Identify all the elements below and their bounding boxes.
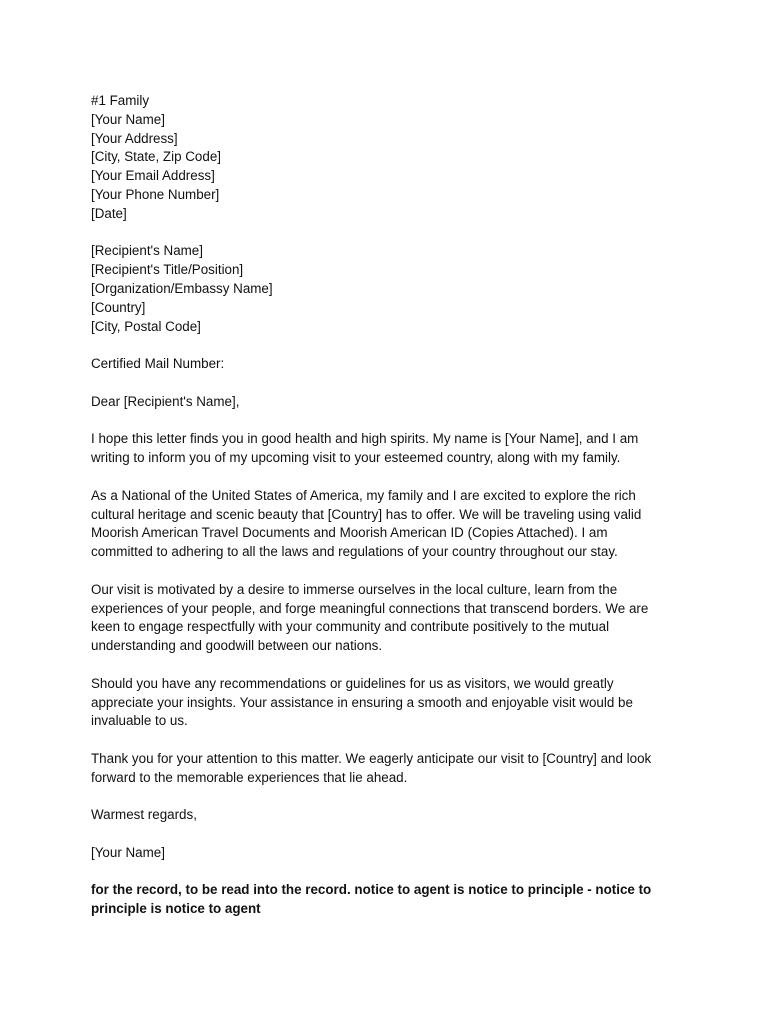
spacer (91, 825, 681, 844)
salutation: Dear [Recipient's Name], (91, 393, 240, 409)
certified-mail-number: Certified Mail Number: (91, 356, 225, 372)
spacer (91, 224, 681, 243)
spacer (91, 787, 681, 806)
sender-block (91, 92, 681, 224)
sender-line: #1 Family (91, 93, 150, 108)
paragraph-line: Our visit is motivated by a desire to immerse ourselves in the local culture, learn from the (91, 581, 618, 597)
paragraph-line: Moorish American Travel Documents and Moorish American ID (Copies Attached). I am (91, 525, 608, 541)
body-paragraph-4 (91, 675, 681, 731)
spacer (91, 336, 681, 355)
spacer (91, 374, 681, 393)
body-paragraph-1 (91, 430, 681, 468)
paragraph-line: cultural heritage and scenic beauty that [Country] has to offer. We will be traveling using valid (91, 506, 642, 522)
sender-line: [Your Name] (91, 111, 165, 127)
paragraph-line: understanding and goodwill between our nations. (91, 638, 383, 654)
notice-line: for the record, to be read into the record. notice to agent is notice to principle - notice to (91, 882, 652, 898)
paragraph-line: I hope this letter finds you in good health and high spirits. My name is [Your Name], and I am (91, 431, 639, 447)
sender-line: [Date] (91, 205, 127, 221)
paragraph-line: appreciate your insights. Your assistance in ensuring a smooth and enjoyable visit would be (91, 694, 633, 710)
paragraph-line: experiences of your people, and forge meaningful connections that transcend borders. We are (91, 600, 649, 616)
paragraph-line: committed to adhering to all the laws and regulations of your country throughout our stay. (91, 544, 618, 560)
signature: [Your Name] (91, 844, 165, 860)
letter-page (91, 92, 681, 919)
record-notice (91, 881, 681, 919)
paragraph-line: Should you have any recommendations or guidelines for us as visitors, we would greatly (91, 675, 614, 691)
recipient-block (91, 242, 681, 336)
recipient-line: [Recipient's Title/Position] (91, 262, 244, 278)
spacer (91, 656, 681, 675)
paragraph-line: keen to engage respectfully with your community and contribute positively to the mutual (91, 619, 610, 635)
recipient-line: [Country] (91, 299, 146, 315)
paragraph-line: invaluable to us. (91, 713, 188, 729)
sender-line: [Your Address] (91, 130, 178, 146)
spacer (91, 731, 681, 750)
spacer (91, 412, 681, 431)
sender-line: [Your Phone Number] (91, 186, 220, 202)
paragraph-line: As a National of the United States of America, my family and I are excited to explore the rich (91, 487, 636, 503)
spacer (91, 863, 681, 882)
paragraph-line: Thank you for your attention to this matter. We eagerly anticipate our visit to [Country] and look (91, 750, 652, 766)
recipient-line: [Recipient's Name] (91, 243, 203, 259)
notice-line: principle is notice to agent (91, 901, 261, 917)
sender-line: [Your Email Address] (91, 168, 215, 184)
recipient-line: [City, Postal Code] (91, 318, 201, 334)
spacer (91, 562, 681, 581)
closing: Warmest regards, (91, 807, 197, 823)
recipient-line: [Organization/Embassy Name] (91, 280, 273, 296)
spacer (91, 468, 681, 487)
body-paragraph-2 (91, 487, 681, 562)
sender-line: [City, State, Zip Code] (91, 149, 221, 165)
body-paragraph-5 (91, 750, 681, 788)
body-paragraph-3 (91, 581, 681, 656)
paragraph-line: forward to the memorable experiences that lie ahead. (91, 769, 408, 785)
paragraph-line: writing to inform you of my upcoming visit to your esteemed country, along with my family. (91, 450, 621, 466)
